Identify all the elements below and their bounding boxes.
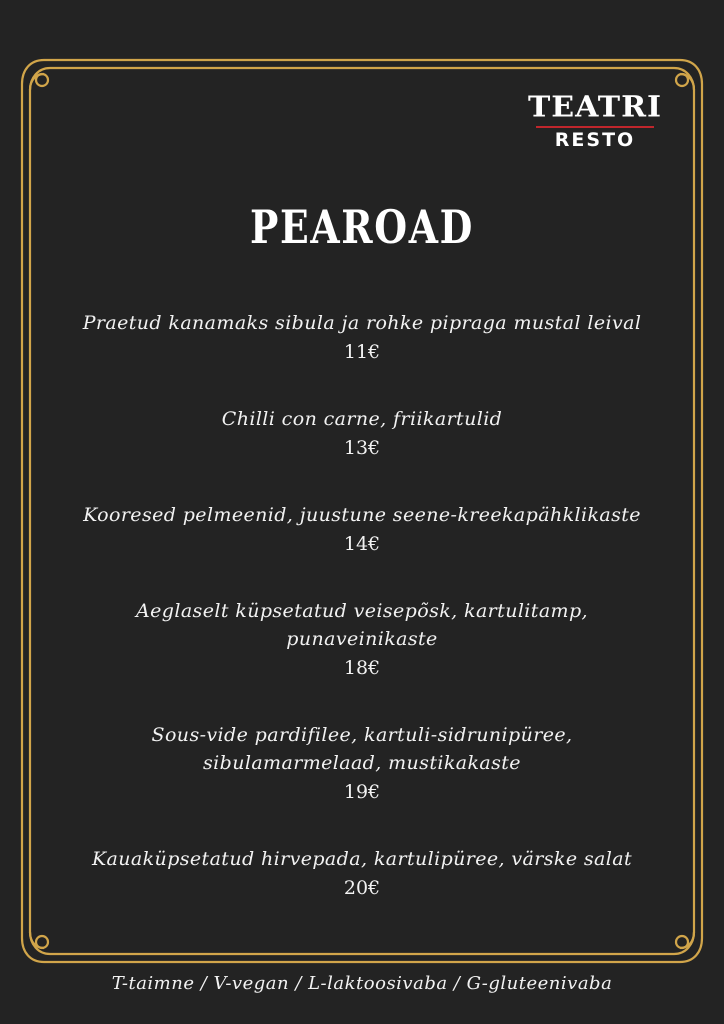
menu-item xyxy=(0,309,724,367)
menu-item-price: 18€ xyxy=(343,657,381,679)
menu-item-name: Chilli con carne, friikartulid xyxy=(221,408,503,430)
menu-item-price: 11€ xyxy=(343,341,381,363)
menu-item xyxy=(0,721,724,807)
menu-item-name: Praetud kanamaks sibula ja rohke pipraga mustal leival xyxy=(82,312,642,334)
menu-item-name-line1: Sous-vide pardifilee, kartuli-sidrunipüree, xyxy=(151,724,573,746)
menu-item-price: 14€ xyxy=(343,533,381,555)
logo-bottom-text: RESTO xyxy=(554,129,636,151)
logo-top-text: TEATRI xyxy=(527,90,663,125)
page-title: PEAROAD xyxy=(249,200,475,254)
menu-list xyxy=(0,309,724,903)
restaurant-logo xyxy=(520,92,670,151)
menu-item-name-line1: Aeglaselt küpsetatud veisepõsk, kartulitamp, xyxy=(136,600,588,622)
dietary-legend: T-taimne / V-vegan / L-laktoosivaba / G-gluteenivaba xyxy=(111,973,613,994)
menu-item-price: 13€ xyxy=(343,437,381,459)
menu-item xyxy=(0,597,724,683)
menu-item xyxy=(0,501,724,559)
menu-item-name-line2: sibulamarmelaad, mustikakaste xyxy=(203,752,521,774)
menu-item-price: 20€ xyxy=(343,877,381,899)
menu-item-name: Kooresed pelmeenid, juustune seene-kreekapähklikaste xyxy=(83,504,641,526)
menu-item-name: Kauaküpsetatud hirvepada, kartulipüree, värske salat xyxy=(91,848,633,870)
menu-item-price: 19€ xyxy=(343,781,381,803)
menu-item xyxy=(0,405,724,463)
logo-divider xyxy=(536,126,654,128)
menu-item-name-line2: punaveinikaste xyxy=(286,628,438,650)
menu-item xyxy=(0,845,724,903)
